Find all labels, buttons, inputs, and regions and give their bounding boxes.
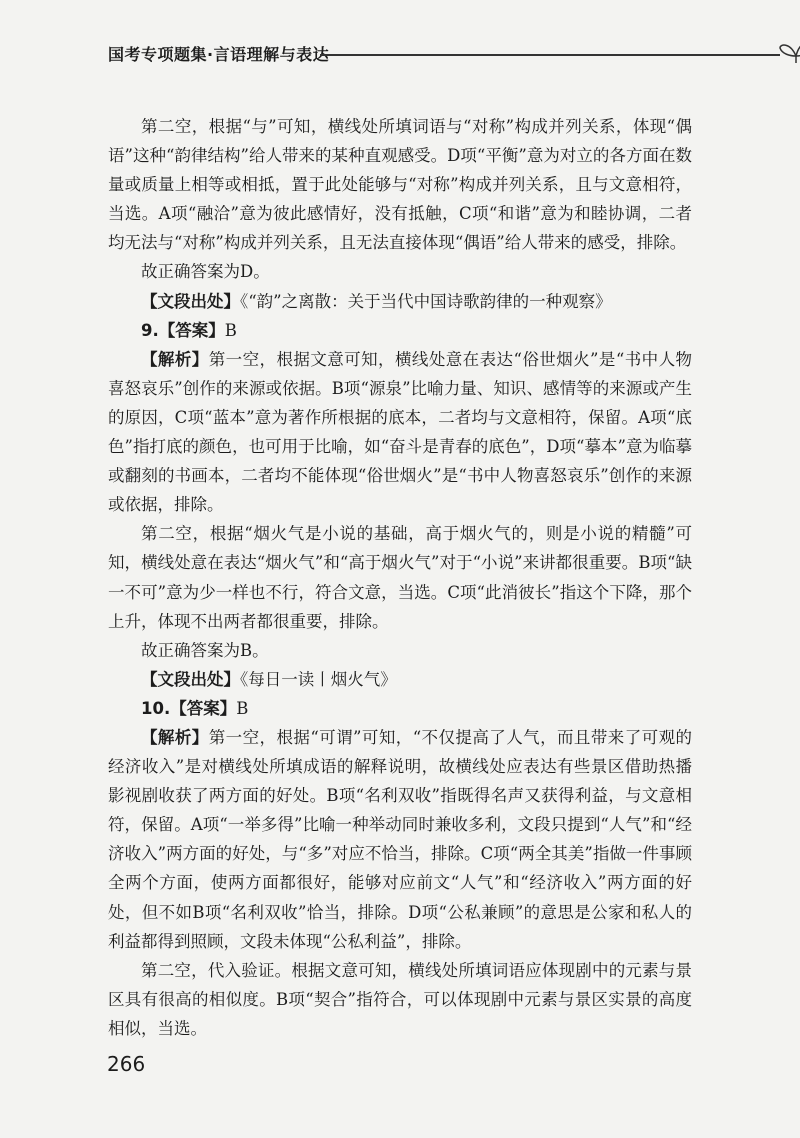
answer-heading-q9 — [108, 316, 692, 345]
sprout-leaf-icon — [776, 34, 800, 64]
header-rule — [320, 54, 780, 56]
paragraph-text: 第二空，根据“与”可知，横线处所填词语与“对称”构成并列关系，体现“偶语”这种“韵律结构”给人带来的某种直观感受。D项“平衡”意为对立的各方面在数量或质量上相等或相抵，置于此处能够与“对称”构成并列关系，且与文意相符，当选。A项“融洽”意为彼此感情好，没有抵触，C项“和谐”意为和睦协调，二者均无法与“对称”构成并列关系，且无法直接体现“偶语”给人带来的感受，排除。 — [108, 117, 692, 253]
source-line-q9 — [108, 665, 692, 694]
analysis-tag: 【解析】 — [141, 349, 209, 369]
answer-value: B — [236, 698, 249, 718]
answer-heading-q10 — [108, 694, 692, 723]
analysis-blank1-q9 — [108, 345, 692, 520]
paragraph-blank2-q10 — [108, 956, 692, 1043]
answer-line-q9 — [108, 636, 692, 665]
answer-tag: 10.【答案】 — [141, 698, 237, 718]
answer-line-q8 — [108, 257, 692, 286]
source-line-q8 — [108, 287, 692, 316]
paragraph-text: 故正确答案为B。 — [141, 640, 269, 660]
page-body — [108, 112, 692, 1043]
analysis-tag: 【解析】 — [141, 727, 209, 747]
answer-value: B — [224, 320, 237, 340]
source-text: 《每日一读丨烟火气》 — [240, 669, 397, 689]
source-text: 《“韵”之离散：关于当代中国诗歌韵律的一种观察》 — [240, 291, 612, 311]
header-title: 国考专项题集·言语理解与表达 — [108, 45, 330, 64]
paragraph-text: 第一空，根据“可谓”可知，“不仅提高了人气，而且带来了可观的经济收入”是对横线处所填成语的解释说明，故横线处应表达有些景区借助热播影视剧收获了两方面的好处。B项“名利双收”指既得名声又获得利益，与文意相符，保留。A项“一举多得”比喻一种举动同时兼收多利，文段只提到“人气”和“经济收入”两方面的好处，与“多”对应不恰当，排除。C项“两全其美”指做一件事顾全两个方面，使两方面都很好，能够对应前文“人气”和“经济收入”两方面的好处，但不如B项“名利双收”恰当，排除。D项“公私兼顾”的意思是公家和私人的利益都得到照顾，文段未体现“公私利益”，排除。 — [108, 727, 693, 951]
analysis-blank1-q10 — [108, 723, 692, 956]
paragraph-text: 第一空，根据文意可知，横线处意在表达“俗世烟火”是“书中人物喜怒哀乐”创作的来源或依据。B项“源泉”比喻力量、知识、感情等的来源或产生的原因，C项“蓝本”意为著作所根据的底本，二者均与文意相符，保留。A项“底色”指打底的颜色，也可用于比喻，如“奋斗是青春的底色”，D项“摹本”意为临摹或翻刻的书画本，二者均不能体现“俗世烟火”是“书中人物喜怒哀乐”创作的来源或依据，排除。 — [108, 349, 693, 515]
paragraph-text: 第二空，根据“烟火气是小说的基础，高于烟火气的，则是小说的精髓”可知，横线处意在表达“烟火气”和“高于烟火气”对于“小说”来讲都很重要。B项“缺一不可”意为少一样也不行，符合文意，当选。C项“此消彼长”指这个下降，那个上升，体现不出两者都很重要，排除。 — [108, 524, 692, 631]
paragraph-blank2-q8 — [108, 112, 692, 257]
paragraph-text: 第二空，代入验证。根据文意可知，横线处所填词语应体现剧中的元素与景区具有很高的相似度。B项“契合”指符合，可以体现剧中元素与景区实景的高度相似，当选。 — [108, 960, 692, 1038]
source-tag: 【文段出处】 — [141, 291, 240, 311]
page-number: 266 — [107, 1052, 146, 1076]
paragraph-blank2-q9 — [108, 519, 692, 635]
source-tag: 【文段出处】 — [141, 669, 240, 689]
running-header — [108, 38, 708, 74]
answer-tag: 9.【答案】 — [141, 320, 225, 340]
paragraph-text: 故正确答案为D。 — [141, 262, 270, 282]
